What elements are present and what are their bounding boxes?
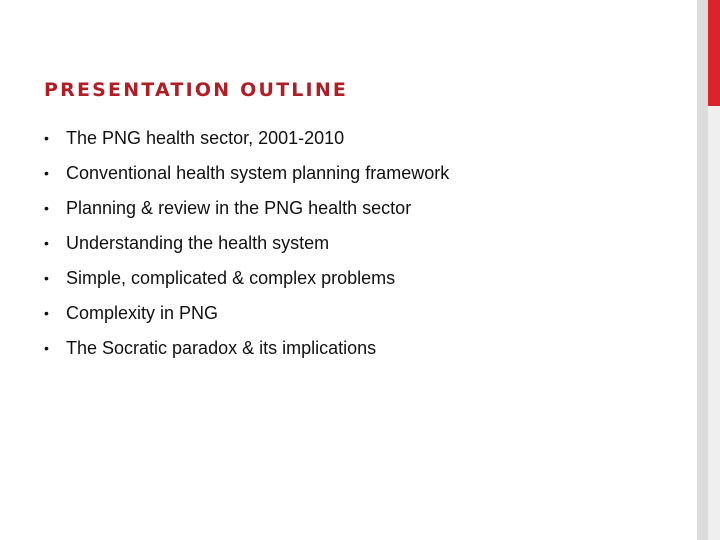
- list-item: [44, 163, 449, 198]
- slide-title: PRESENTATION OUTLINE: [44, 79, 349, 101]
- list-item: [44, 233, 449, 268]
- list-item-text: Complexity in PNG: [66, 303, 219, 323]
- bullet-icon: •: [44, 130, 49, 146]
- list-item-text: Planning & review in the PNG health sector: [66, 198, 412, 218]
- list-item-text: Simple, complicated & complex problems: [66, 268, 396, 288]
- outline-list: [44, 128, 449, 373]
- side-decor-bar: [697, 0, 708, 540]
- side-light-bar: [708, 106, 720, 540]
- list-item: [44, 268, 449, 303]
- bullet-icon: •: [44, 235, 49, 251]
- bullet-icon: •: [44, 200, 49, 216]
- list-item-text: Understanding the health system: [66, 233, 330, 253]
- bullet-icon: •: [44, 165, 49, 181]
- list-item-text: The PNG health sector, 2001-2010: [66, 128, 345, 148]
- list-item: [44, 338, 449, 373]
- bullet-icon: •: [44, 340, 49, 356]
- list-item-text: The Socratic paradox & its implications: [66, 338, 377, 358]
- bullet-icon: •: [44, 270, 49, 286]
- side-accent-bar: [708, 0, 720, 106]
- bullet-icon: •: [44, 305, 49, 321]
- list-item: [44, 128, 449, 163]
- list-item-text: Conventional health system planning framework: [66, 163, 450, 183]
- list-item: [44, 303, 449, 338]
- list-item: [44, 198, 449, 233]
